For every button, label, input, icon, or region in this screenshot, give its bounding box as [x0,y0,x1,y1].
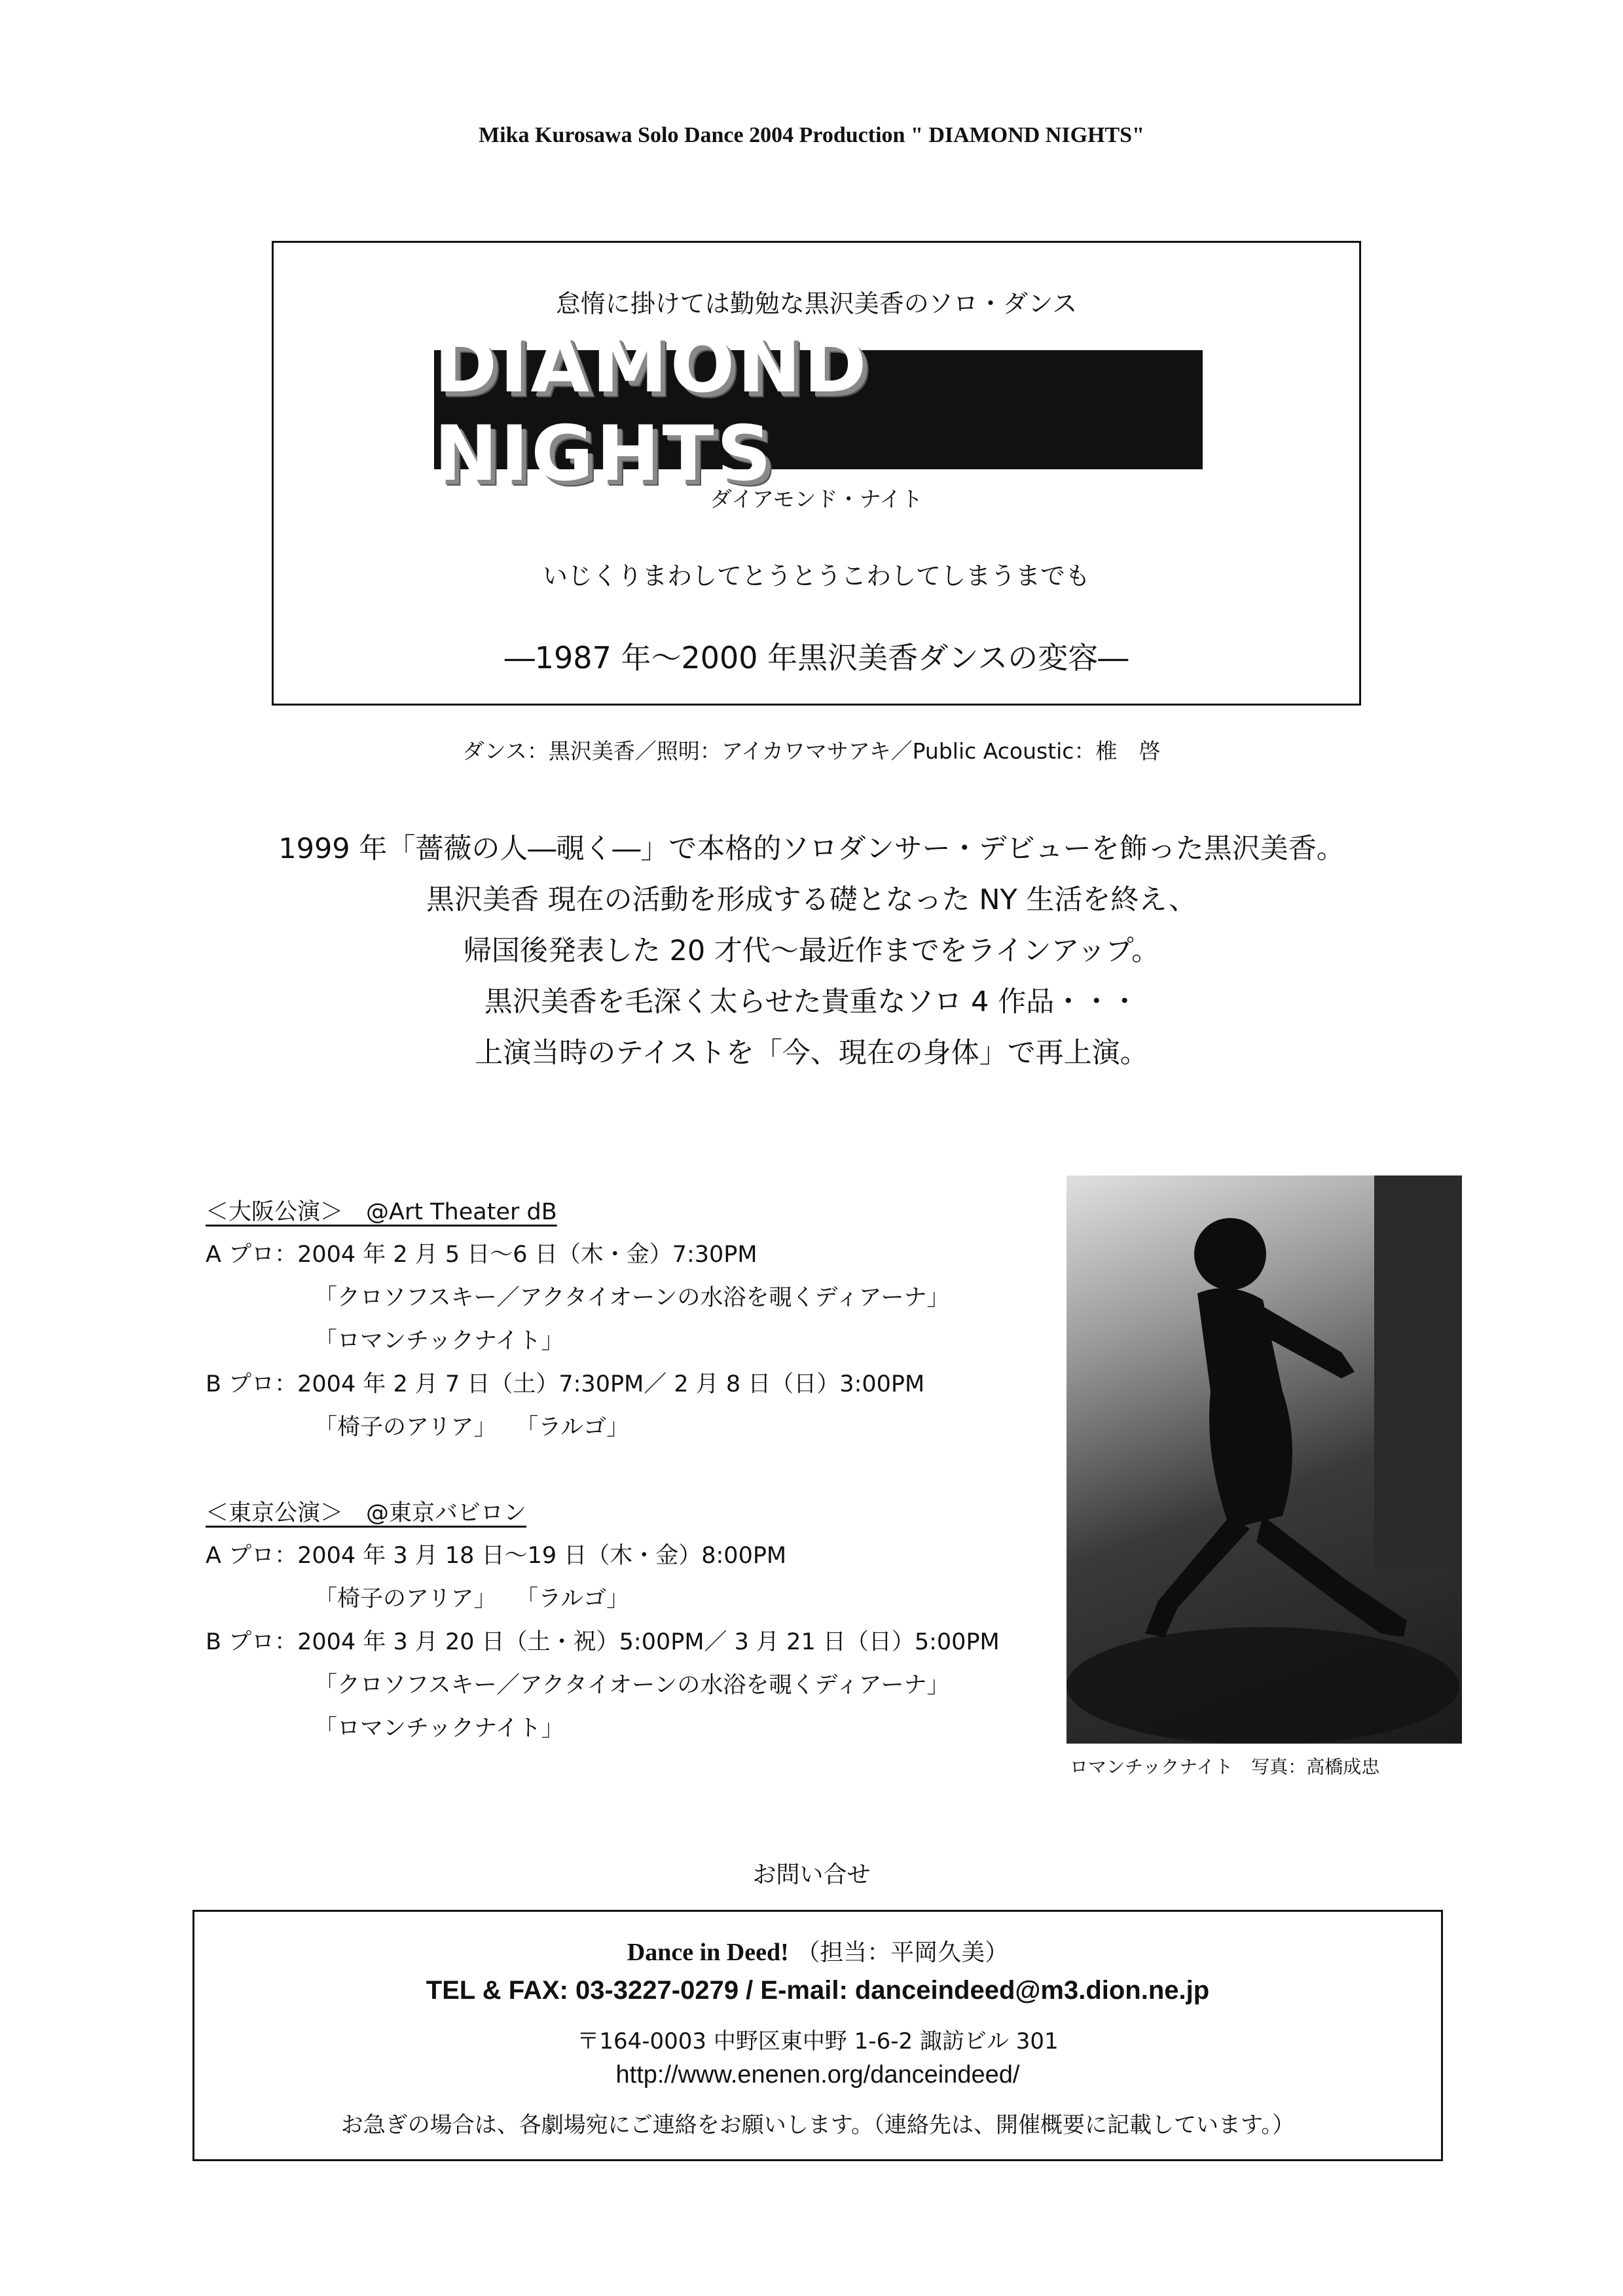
schedule-line: 「ロマンチックナイト」 [314,1328,564,1354]
contact-note: お急ぎの場合は、各劇場宛にご連絡をお願いします。（連絡先は、開催概要に記載しています。） [340,2112,1295,2138]
schedule-line: A プロ：2004 年 3 月 18 日～19 日（木・金）8:00PM [206,1543,787,1569]
tokyo-venue-title: ＜東京公演＞ @東京バビロン [206,1500,527,1526]
schedule [206,1191,1057,1750]
dancer-photo [1067,1175,1462,1744]
dancer-silhouette [1067,1175,1462,1744]
schedule-line: A プロ：2004 年 2 月 5 日～6 日（木・金）7:30PM [206,1242,757,1268]
contact-person: （担当：平岡久美） [796,1939,1009,1966]
schedule-line: 「クロソフスキー／アクタイオーンの水浴を覗くディアーナ」 [314,1285,950,1311]
photo-caption: ロマンチックナイト 写真：高橋成忠 [1070,1756,1380,1778]
tagline: 怠惰に掛けては勤勉な黒沢美香のソロ・ダンス [555,289,1078,318]
schedule-line: B プロ：2004 年 3 月 20 日（土・祝）5:00PM／ 3 月 21 日（日）5:00PM [206,1629,1000,1655]
era-line: ―1987 年～2000 年黒沢美香ダンスの変容― [504,640,1129,675]
intro-text [0,823,1623,1079]
title-box [272,241,1361,706]
schedule-line: 「ロマンチックナイト」 [314,1715,564,1742]
schedule-line: 「クロソフスキー／アクタイオーンの水浴を覗くディアーナ」 [314,1672,950,1698]
credits: ダンス：黒沢美香／照明：アイカワマサアキ／Public Acoustic：椎 啓 [462,738,1161,764]
org-name: Dance in Deed! [627,1939,789,1966]
intro-line: 黒沢美香を毛深く太らせた貴重なソロ 4 作品・・・ [484,986,1139,1018]
schedule-line: 「椅子のアリア」 「ラルゴ」 [314,1414,630,1441]
osaka-venue-title: ＜大阪公演＞ @Art Theater dB [206,1199,557,1225]
schedule-line: B プロ：2004 年 2 月 7 日（土）7:30PM／ 2 月 8 日（日）3:00PM [206,1371,925,1397]
intro-line: 1999 年「薔薇の人―覗く―」で本格的ソロダンサー・デビューを飾った黒沢美香。 [278,833,1345,865]
intro-line: 黒沢美香 現在の活動を形成する礎となった NY 生活を終え、 [426,884,1197,916]
contact-org-line [194,1934,1441,1967]
production-header: Mika Kurosawa Solo Dance 2004 Production " DIAMOND NIGHTS" [479,123,1144,147]
address: 〒164-0003 中野区東中野 1-6-2 諏訪ビル 301 [577,2028,1059,2054]
intro-line: 上演当時のテイストを「今、現在の身体」で再上演。 [475,1037,1148,1069]
schedule-line: 「椅子のアリア」 「ラルゴ」 [314,1586,630,1612]
tel-email: TEL & FAX: 03-3227-0279 / E-mail: danceindeed@m3.dion.ne.jp [426,1976,1210,2005]
website-url: http://www.enenen.org/danceindeed/ [615,2061,1020,2089]
contact-heading: お問い合せ [752,1861,871,1888]
logo-kana: ダイアモンド・ナイト [710,486,923,512]
logo-text: DIAMOND NIGHTS [434,321,869,498]
contact-box [192,1910,1443,2161]
logo-banner [434,321,1203,498]
subline: いじくりまわしてとうとうこわしてしまうまでも [542,562,1090,590]
intro-line: 帰国後発表した 20 才代～最近作までをラインアップ。 [463,935,1160,967]
spacer [206,1449,1057,1492]
